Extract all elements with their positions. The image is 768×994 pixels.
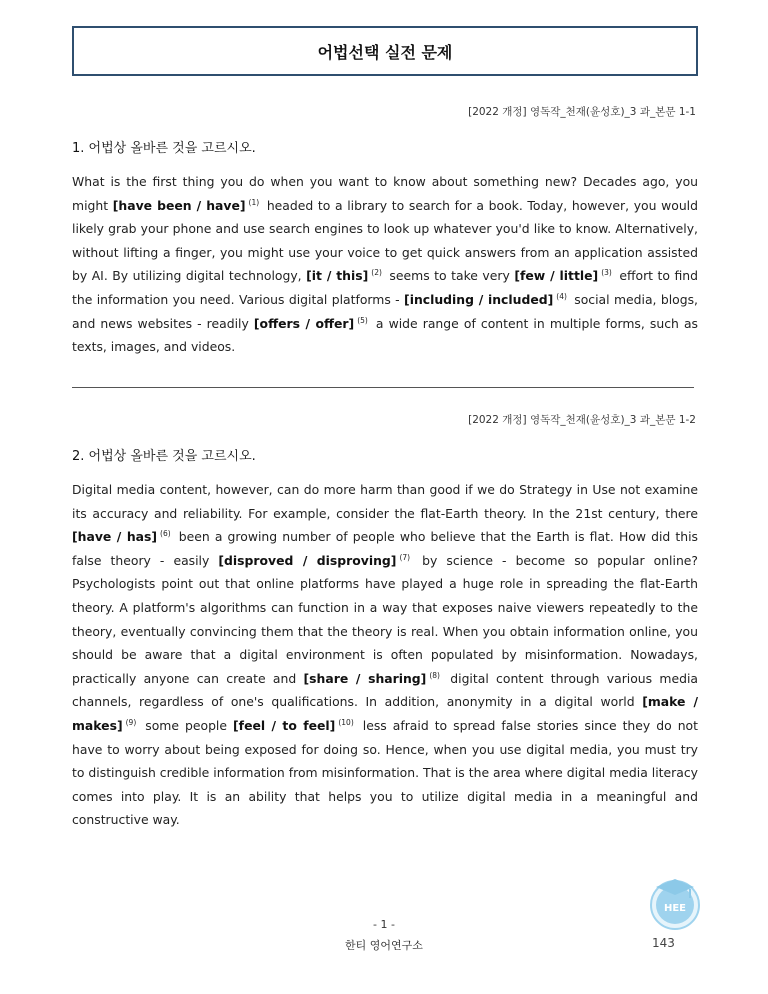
choice-number: (2) [371, 268, 382, 278]
choice-number: (5) [357, 315, 368, 325]
choice-number: (8) [429, 670, 440, 680]
svg-text:HEE: HEE [663, 903, 687, 914]
q2-source: [2022 개정] 영독작_천재(윤성호)_3 과_본문 1-2 [468, 414, 696, 426]
q2-title: 2. 어법상 올바른 것을 고르시오. [72, 449, 256, 464]
choice-5: [offers / offer] [253, 315, 355, 331]
choice-number: (4) [556, 291, 567, 301]
q2-passage [72, 478, 698, 832]
passage-text: What is the first thing you do when you want to know about something new? Decades ago, you might [72, 174, 698, 213]
title-box [72, 26, 698, 76]
passage-text: been a growing number of people who believe that the Earth is flat. How did this false theory - easily [72, 529, 698, 568]
choice-3: [few / little] [514, 268, 599, 284]
passage-text: by science - become so popular online? Psychologists point out that online platforms have played a huge role in spreading the flat-Earth theory. A platform's algorithms can function in a way that exposes naive viewers repeatedly to the theory, eventually convincing them that the theory is real. When you obtain information online, you should be aware that a digital environment is often populated by misinformation. Nowadays, practically anyone can create and [72, 552, 698, 686]
choice-number: (9) [125, 717, 137, 727]
choice-7: [disproved / disproving] [218, 552, 397, 568]
choice-8: [share / sharing] [303, 670, 427, 686]
q1-source: [2022 개정] 영독작_천재(윤성호)_3 과_본문 1-1 [468, 106, 696, 118]
passage-text: digital content through various media channels, regardless of one's qualifications. In addition, anonymity in a digital world [72, 670, 698, 710]
divider [72, 387, 694, 388]
q1-passage [72, 170, 698, 359]
passage-text: seems to take very [384, 268, 515, 284]
choice-10: [feel / to feel] [233, 717, 336, 733]
passage-text: a wide range of content in multiple forms, such as texts, images, and videos. [72, 315, 698, 355]
choice-number: (3) [601, 268, 612, 278]
page-number: 143 [652, 936, 675, 950]
footer-page-indicator: - 1 - [373, 918, 395, 931]
choice-2: [it / this] [306, 268, 369, 284]
passage-text: social media, blogs, and news websites - readily [72, 291, 698, 331]
choice-number: (10) [338, 717, 354, 727]
choice-1: [have been / have] [112, 197, 246, 213]
choice-number: (7) [399, 552, 411, 562]
page-title: 어법선택 실전 문제 [317, 42, 453, 62]
choice-6: [have / has] [72, 529, 158, 545]
choice-number: (6) [160, 529, 171, 539]
passage-text: headed to a library to search for a book. Today, however, you would likely grab your phone and use search engines to look up whatever you'd like to know. Alternatively, without lifting a finger, you might use your voice to get quick answers from an application assisted by AI. By utilizing digital technology, [72, 197, 698, 284]
passage-text: some people [139, 717, 234, 733]
passage-text: effort to find the information you need. Various digital platforms - [72, 268, 698, 307]
footer-organization: 한티 영어연구소 [345, 939, 423, 952]
choice-9: [make / makes] [72, 694, 698, 733]
passage-text: less afraid to spread false stories since they do not have to worry about being exposed for doing so. Hence, when you use digital media, you must try to distinguish credible information from misinformation. That is the area where digital media literacy comes into play. It is an ability that helps you to utilize digital media in a meaningful and constructive way. [72, 717, 698, 828]
choice-number: (1) [248, 197, 260, 207]
choice-4: [including / included] [404, 291, 554, 307]
passage-text: Digital media content, however, can do more harm than good if we do Strategy in Use not examine its accuracy and reliability. For example, consider the flat-Earth theory. In the 21st century, there [72, 482, 698, 521]
q1-title: 1. 어법상 올바른 것을 고르시오. [72, 141, 256, 156]
